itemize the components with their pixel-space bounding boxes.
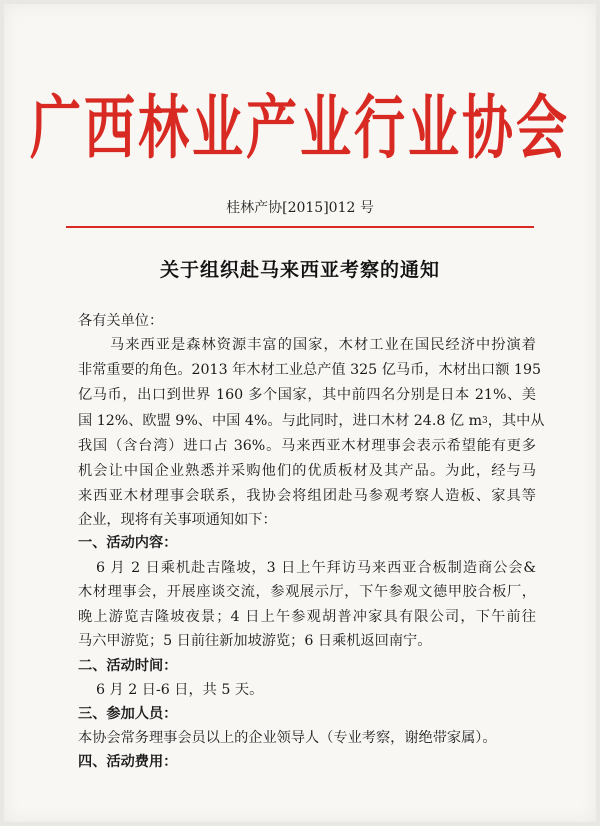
document-number: 桂林产协[2015]012 号	[226, 200, 374, 216]
para1-line: 非常重要的角色。2013 年木材工业总产值 325 亿马币，木材出口额 195	[78, 362, 541, 378]
para1-line4-tail: ，其中从	[487, 413, 545, 429]
para1-line: 企业，现将有关事项通知如下：	[78, 512, 277, 528]
section1-line: 晚上游览吉隆坡夜景；4 日上午参观胡普冲家具有限公司，下午前往	[78, 609, 536, 625]
cubic-superscript: 3	[482, 416, 488, 426]
section1-line: 马六甲游览；5 日前往新加坡游览；6 日乘机返回南宁。	[78, 633, 432, 649]
section1-line: 木材理事会，开展座谈交流，参观展示厅，下午参观文德甲胶合板厂，	[78, 584, 536, 600]
organization-letterhead: 广西林业产业行业协会	[29, 88, 570, 170]
para1-line: 亿马币，出口到世界 160 多个国家，其中前四名分别是日本 21%、美	[78, 387, 536, 403]
notice-title: 关于组织赴马来西亚考察的通知	[159, 259, 440, 281]
para1-line	[78, 411, 545, 431]
salutation: 各有关单位：	[78, 313, 164, 329]
section3-text: 本协会常务理事会员以上的企业领导人（专业考察，谢绝带家属）。	[78, 730, 497, 746]
section2-text: 6 月 2 日-6 日，共 5 天。	[96, 682, 264, 698]
letterhead-divider	[66, 226, 534, 228]
section4-heading: 四、活动费用：	[78, 754, 178, 770]
para1-line: 马来西亚是森林资源丰富的国家，木材工业在国民经济中扮演着	[110, 337, 536, 353]
section2-heading: 二、活动时间：	[78, 658, 178, 674]
para1-line: 来西亚木材理事会联系，我协会将组团赴马参观考察人造板、家具等	[78, 488, 536, 504]
section3-heading: 三、参加人员：	[78, 706, 178, 722]
para1-line4-main: 国 12%、欧盟 9%、中国 4%。与此同时，进口木材 24.8 亿 m	[78, 413, 483, 429]
section1-heading: 一、活动内容：	[78, 535, 178, 551]
para1-line: 我国（含台湾）进口占 36%。马来西亚木材理事会表示希望能有更多	[78, 438, 536, 454]
section1-line: 6 月 2 日乘机赴吉隆坡，3 日上午拜访马来西亚合板制造商公会&	[96, 560, 536, 576]
para1-line: 机会让中国企业熟悉并采购他们的优质板材及其产品。为此，经与马	[78, 463, 536, 479]
